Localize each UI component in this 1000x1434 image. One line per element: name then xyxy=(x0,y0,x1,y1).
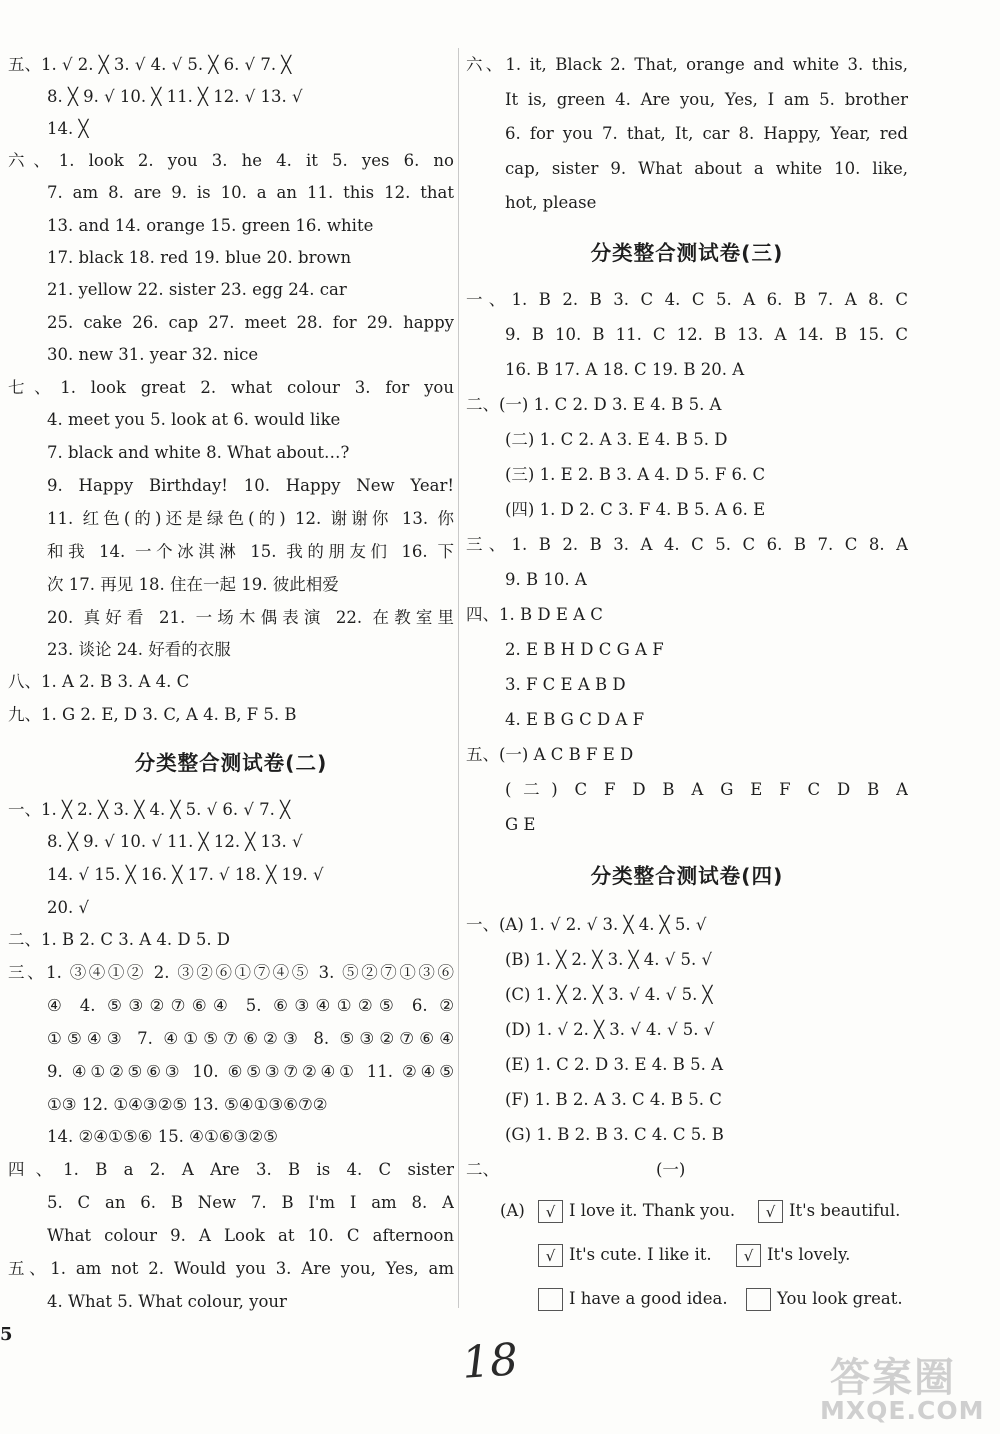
answer-line: 八、1. A 2. B 3. A 4. C xyxy=(8,672,190,691)
answer-line: 五、(一) A C B F E D xyxy=(466,745,634,764)
option-text: It's lovely. xyxy=(767,1245,851,1264)
answer-line: 5. C an 6. B New 7. B I'm I am 8. A xyxy=(47,1193,454,1212)
answer-line: 9. B 10. A xyxy=(505,570,587,589)
answer-line: 次 17. 再见 18. 住在一起 19. 彼此相爱 xyxy=(47,575,339,594)
answer-line: (四) 1. D 2. C 3. F 4. B 5. A 6. E xyxy=(505,500,766,519)
answer-line: 6. for you 7. that, It, car 8. Happy, Year, red xyxy=(505,124,908,143)
option-row xyxy=(500,1196,908,1226)
option-row xyxy=(500,1284,908,1314)
watermark xyxy=(820,1346,990,1426)
section-heading: 分类整合测试卷(二) xyxy=(134,751,328,775)
option-text: I have a good idea. xyxy=(569,1289,728,1308)
answer-line: 30. new 31. year 32. nice xyxy=(47,345,259,364)
answer-line: 25. cake 26. cap 27. meet 28. for 29. happy xyxy=(47,313,454,332)
answer-line: 三、1. B 2. B 3. A 4. C 5. C 6. B 7. C 8. A xyxy=(466,535,908,554)
answer-line: (G) 1. B 2. B 3. C 4. C 5. B xyxy=(505,1125,724,1144)
answer-line: hot, please xyxy=(505,193,597,212)
answer-line: (F) 1. B 2. A 3. C 4. B 5. C xyxy=(505,1090,722,1109)
answer-line: G E xyxy=(505,815,536,834)
section-two-row xyxy=(466,1155,908,1185)
answer-line: (B) 1. ╳ 2. ╳ 3. ╳ 4. √ 5. √ xyxy=(505,950,712,969)
answer-line: 17. black 18. red 19. blue 20. brown xyxy=(47,248,352,267)
option-row xyxy=(500,1240,908,1270)
answer-line: 和我 14. 一个冰淇淋 15. 我的朋友们 16. 下 xyxy=(47,542,454,561)
section-heading: 分类整合测试卷(三) xyxy=(590,241,784,265)
answer-line: (C) 1. ╳ 2. ╳ 3. √ 4. √ 5. ╳ xyxy=(505,985,713,1004)
option-item xyxy=(736,1240,850,1270)
section-label: 二、 xyxy=(466,1160,499,1179)
answer-line: 14. ②④①⑤⑥ 15. ④①⑥③②⑤ xyxy=(47,1127,278,1146)
answer-line: 7. am 8. are 9. is 10. a an 11. this 12. that xyxy=(47,183,454,202)
answer-line: 一、(A) 1. √ 2. √ 3. ╳ 4. ╳ 5. √ xyxy=(466,915,707,934)
answer-line: 六、1. look 2. you 3. he 4. it 5. yes 6. no xyxy=(8,151,454,170)
answer-line: It is, green 4. Are you, Yes, I am 5. brother xyxy=(505,90,908,109)
answer-line: 五、1. √ 2. ╳ 3. √ 4. √ 5. ╳ 6. √ 7. ╳ xyxy=(8,55,292,74)
column-divider xyxy=(458,48,459,1308)
answer-line: 23. 谈论 24. 好看的衣服 xyxy=(47,640,231,659)
option-group-label: (A) xyxy=(500,1201,525,1220)
answer-line: 3. F C E A B D xyxy=(505,675,626,694)
check-box[interactable]: √ xyxy=(538,1200,563,1223)
answer-line: 七、1. look great 2. what colour 3. for you xyxy=(8,378,454,397)
check-box[interactable]: √ xyxy=(538,1244,563,1267)
answer-line: cap, sister 9. What about a white 10. like, xyxy=(505,159,908,178)
answer-line: 二、1. B 2. C 3. A 4. D 5. D xyxy=(8,930,231,949)
answer-line: 4. What 5. What colour, your xyxy=(47,1292,287,1311)
answer-line: 四、1. B a 2. A Are 3. B is 4. C sister xyxy=(8,1160,454,1179)
answer-line: (二) 1. C 2. A 3. E 4. B 5. D xyxy=(505,430,728,449)
answer-line: 9. B 10. B 11. C 12. B 13. A 14. B 15. C xyxy=(505,325,908,344)
answer-line: 2. E B H D C G A F xyxy=(505,640,664,659)
answer-line: 三、1. ③④①② 2. ③②⑥①⑦④⑤ 3. ⑤②⑦①③⑥ xyxy=(8,963,454,982)
page-number: 5 xyxy=(0,1324,13,1345)
option-item xyxy=(746,1284,903,1314)
option-item xyxy=(538,1196,735,1226)
answer-line: ①③ 12. ①④③②⑤ 13. ⑤④①③⑥⑦② xyxy=(47,1095,328,1114)
option-text: It's cute. I like it. xyxy=(569,1245,712,1264)
option-text: I love it. Thank you. xyxy=(569,1201,736,1220)
option-item xyxy=(758,1196,900,1226)
option-item xyxy=(538,1284,728,1314)
answer-line: 13. and 14. orange 15. green 16. white xyxy=(47,216,374,235)
answer-line: 20. 真好看 21. 一场木偶表演 22. 在教室里 xyxy=(47,608,454,627)
answer-line: 16. B 17. A 18. C 19. B 20. A xyxy=(505,360,745,379)
check-box[interactable] xyxy=(538,1288,563,1311)
answer-line: 九、1. G 2. E, D 3. C, A 4. B, F 5. B xyxy=(8,705,297,724)
answer-line: 一、1. B 2. B 3. C 4. C 5. A 6. B 7. A 8. C xyxy=(466,290,908,309)
answer-line: 8. ╳ 9. √ 10. √ 11. ╳ 12. ╳ 13. √ xyxy=(47,832,303,851)
answer-line: 21. yellow 22. sister 23. egg 24. car xyxy=(47,280,347,299)
check-box[interactable]: √ xyxy=(758,1200,783,1223)
answer-line: 五、1. am not 2. Would you 3. Are you, Yes, am xyxy=(8,1259,454,1278)
section-heading: 分类整合测试卷(四) xyxy=(590,864,784,888)
answer-line: 8. ╳ 9. √ 10. ╳ 11. ╳ 12. √ 13. √ xyxy=(47,87,303,106)
answer-line: 4. E B G C D A F xyxy=(505,710,645,729)
option-text: You look great. xyxy=(777,1289,903,1308)
answer-line: ①⑤④③ 7. ④①⑤⑦⑥②③ 8. ⑤③②⑦⑥④ xyxy=(47,1029,454,1048)
subsection-label: (一) xyxy=(656,1160,686,1179)
answer-line: 4. meet you 5. look at 6. would like xyxy=(47,410,341,429)
answer-line: 9. ④①②⑤⑥③ 10. ⑥⑤③⑦②④① 11. ②④⑤ xyxy=(47,1062,454,1081)
answer-line: (二) C F D B A G E F C D B A xyxy=(505,780,908,799)
answer-line: ④ 4. ⑤③②⑦⑥④ 5. ⑥③④①②⑤ 6. ② xyxy=(47,996,454,1015)
check-box[interactable] xyxy=(746,1288,771,1311)
answer-line: (E) 1. C 2. D 3. E 4. B 5. A xyxy=(505,1055,724,1074)
option-text: It's beautiful. xyxy=(789,1201,901,1220)
answer-line: 20. √ xyxy=(47,898,89,917)
answer-line: 二、(一) 1. C 2. D 3. E 4. B 5. A xyxy=(466,395,722,414)
watermark-url: MXQE.COM xyxy=(820,1396,985,1425)
answer-line: (三) 1. E 2. B 3. A 4. D 5. F 6. C xyxy=(505,465,766,484)
answer-line: 一、1. ╳ 2. ╳ 3. ╳ 4. ╳ 5. √ 6. √ 7. ╳ xyxy=(8,800,291,819)
answer-line: What colour 9. A Look at 10. C afternoon xyxy=(47,1226,454,1245)
answer-line: 11. 红色(的)还是绿色(的) 12. 谢谢你 13. 你 xyxy=(47,509,454,528)
answer-line: (D) 1. √ 2. ╳ 3. √ 4. √ 5. √ xyxy=(505,1020,715,1039)
answer-line: 14. √ 15. ╳ 16. ╳ 17. √ 18. ╳ 19. √ xyxy=(47,865,324,884)
answer-line: 7. black and white 8. What about…? xyxy=(47,443,350,462)
option-item xyxy=(538,1240,712,1270)
answer-line: 14. ╳ xyxy=(47,119,89,138)
handwritten-number: 18 xyxy=(460,1334,520,1389)
answer-line: 四、1. B D E A C xyxy=(466,605,603,624)
answer-line: 六、1. it, Black 2. That, orange and white 3. this, xyxy=(466,55,908,74)
answer-line: 9. Happy Birthday! 10. Happy New Year! xyxy=(47,476,454,495)
watermark-logo-text: 答案圈 xyxy=(830,1355,956,1401)
check-box[interactable]: √ xyxy=(736,1244,761,1267)
